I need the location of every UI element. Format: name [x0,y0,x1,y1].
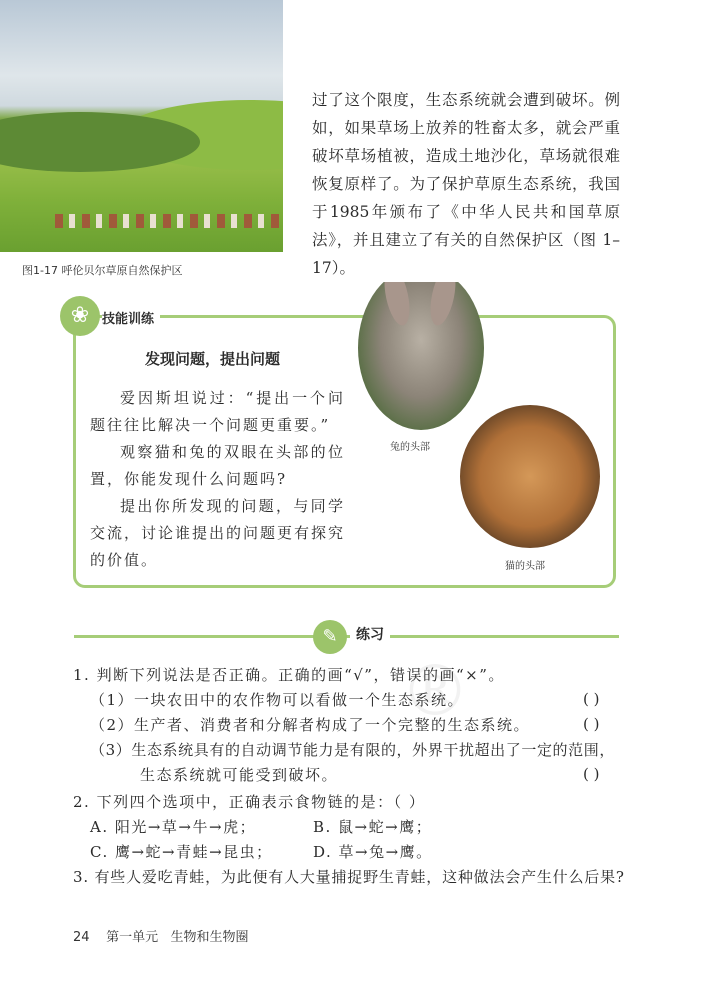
q1-item-cont: 生态系统就可能受到破坏。 [140,766,339,784]
option-c: C. 鹰→蛇→青蛙→昆虫； [90,843,273,861]
option-a: A. 阳光→草→牛→虎； [90,818,257,836]
answer-blank: ( ) [583,765,600,783]
chapter-title: 生物和生物圈 [170,930,249,945]
skill-leaf-icon: ❀ [60,296,100,336]
exercise-label: 练习 [350,624,390,644]
exercise-pen-icon: ✎ [313,620,347,654]
skill-paragraph: 爱因斯坦说过：“提出一个问题往往比解决一个问题更重要。” [90,389,345,434]
page-footer [73,926,249,945]
question-3: 3. 有些人爱吃青蛙，为此便有人大量捕捉野生青蛙，这种做法会产生什么后果? [73,868,625,886]
watermark: ® [400,650,470,732]
option-d: D. 草→兔→鹰。 [313,843,433,861]
skill-paragraph: 提出你所发现的问题，与同学交流，讨论谁提出的问题更有探究的价值。 [90,497,346,569]
rabbit-caption: 兔的头部 [390,442,430,453]
q1-item: （3）生态系统具有的自动调节能力是有限的，外界干扰超出了一定的范围， [90,741,615,759]
q1-item: （2）生产者、消费者和分解者构成了一个完整的生态系统。 [90,716,531,734]
body-paragraph: 过了这个限度，生态系统就会遭到破坏。例如，如果草场上放养的牲畜太多，就会严重破坏草场植被，造成土地沙化，草场就很难恢复原样了。为了保护草原生态系统，我国于1985年颁布了《中华人民共和国草原法》，并且建立了有关的自然保护区（图 1–17）。 [312,86,620,282]
question-2: 2. 下列四个选项中，正确表示食物链的是：（ ） [73,793,426,811]
unit-title: 第一单元 [106,930,159,945]
cat-head-photo [460,405,600,548]
grassland-photo [0,0,283,252]
answer-blank: ( ) [583,715,600,733]
page-number: 24 [73,930,90,945]
rabbit-head-photo [358,266,484,430]
skill-title: 发现问题，提出问题 [145,350,281,368]
skill-label: 技能训练 [102,308,160,327]
figure-caption: 图1-17 呼伦贝尔草原自然保护区 [22,264,183,277]
q1-item: （1）一块农田中的农作物可以看做一个生态系统。 [90,691,465,709]
cat-caption: 猫的头部 [505,561,545,572]
answer-blank: ( ) [583,690,600,708]
question-1: 1. 判断下列说法是否正确。正确的画“√”，错误的画“×”。 [73,666,505,684]
skill-text [90,385,345,574]
skill-paragraph: 观察猫和兔的双眼在头部的位置，你能发现什么问题吗? [90,443,345,488]
option-b: B. 鼠→蛇→鹰； [313,818,433,836]
